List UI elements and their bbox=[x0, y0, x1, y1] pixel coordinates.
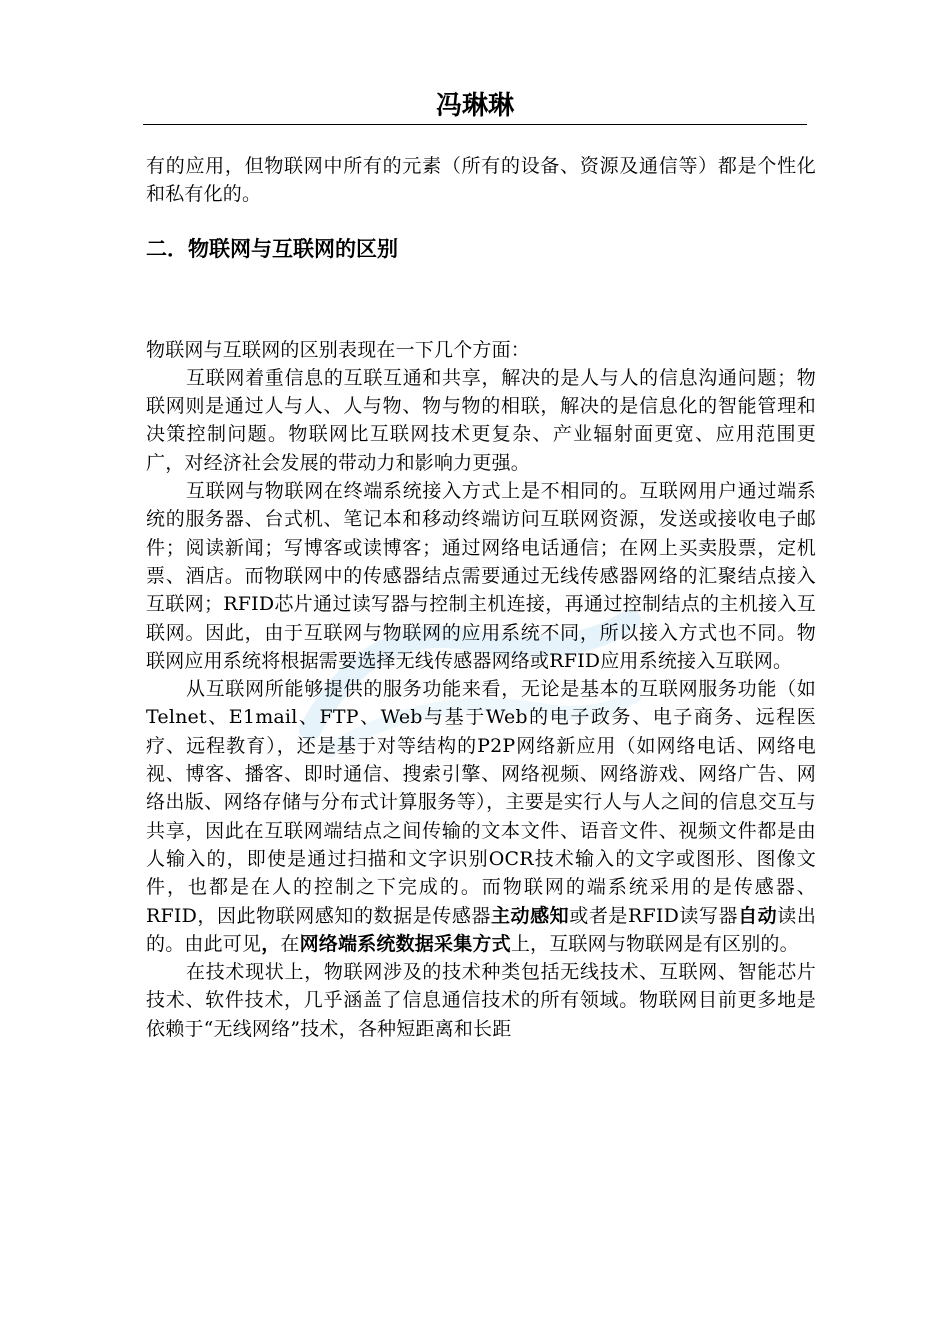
paragraph-continuation: 有的应用，但物联网中所有的元素（所有的设备、资源及通信等）都是个性化和私有化的。 bbox=[146, 155, 816, 206]
text-run: 上，互联网与物联网是有区别的。 bbox=[510, 932, 799, 955]
emphasis-active-sensing: 主动感知 bbox=[490, 904, 570, 927]
section-heading: 二．物联网与互联网的区别 bbox=[146, 236, 398, 261]
document-body bbox=[146, 152, 816, 1043]
emphasis-data-collection: 网络端系统数据采集方式 bbox=[299, 932, 511, 955]
paragraph-focus: 互联网着重信息的互联互通和共享，解决的是人与人的信息沟通问题；物联网则是通过人与人、人与物、物与物的相联，解决的是信息化的智能管理和决策控制问题。物联网比互联网技术更复杂、产业辐射面更宽、应用范围更广，对经济社会发展的带动力和影响力更强。 bbox=[146, 366, 816, 474]
text-run-subscript: 1 bbox=[242, 706, 256, 729]
paragraph-technology-status: 在技术现状上，物联网涉及的技术种类包括无线技术、互联网、智能芯片技术、软件技术，几乎涵盖了信息通信技术的所有领域。物联网目前更多地是依赖于“无线网络”技术，各种短距离和长距 bbox=[146, 961, 816, 1040]
header-divider bbox=[143, 124, 807, 125]
paragraph-intro: 物联网与互联网的区别表现在一下几个方面： bbox=[146, 338, 531, 361]
text-run: 或者是RFID读写器 bbox=[569, 904, 739, 927]
paragraph-access-method: 互联网与物联网在终端系统接入方式上是不相同的。互联网用户通过端系统的服务器、台式机、笔记本和移动终端访问互联网资源，发送或接收电子邮件；阅读新闻；写博客或读博客；通过网络电话通信；在网上买卖股票，定机票、酒店。而物联网中的传感器结点需要通过无线传感器网络的汇聚结点接入互联网；RFID芯片通过读写器与控制主机连接，再通过控制结点的主机接入互联网。因此，由于互联网与物联网的应用系统不同，所以接入方式也不同。物联网应用系统将根据需要选择无线传感器网络或RFID应用系统接入互联网。 bbox=[146, 480, 816, 672]
text-run: 读出的。由此可见 bbox=[146, 904, 817, 955]
paragraph-service-function bbox=[146, 675, 816, 958]
emphasis-automatic: 自动 bbox=[738, 904, 778, 927]
text-run: 从互联网所能够提供的服务功能来看，无论是基本的互联网服务功能（如Telnet、E bbox=[146, 678, 816, 729]
text-run: mail、FTP、Web与基于Web的电子政务、电子商务、远程医疗、远程教育），还是基于对等结构的P2P网络新应用（如网络电话、网络电视、博客、播客、即时通信、搜索引擎、网络视频、网络游戏、网络广告、网络出版、网络存储与分布式计算服务等），主要是实行人与人之间的信息交互与共享，因此在互联网端结点之间传输的文本文件、语音文件、视频文件都是由人输入的，即使是通过扫描和文字识别OCR技术输入的文字或图形、图像文件，也都是在人的控制之下完成的。而物联网的端系统采用的是传感器、RFID，因此物联网感知的数据是传感器 bbox=[146, 706, 817, 927]
page-header-title: 冯琳琳 bbox=[435, 91, 514, 121]
emphasis-comma: ， bbox=[261, 932, 281, 955]
text-run: 在 bbox=[280, 932, 300, 955]
